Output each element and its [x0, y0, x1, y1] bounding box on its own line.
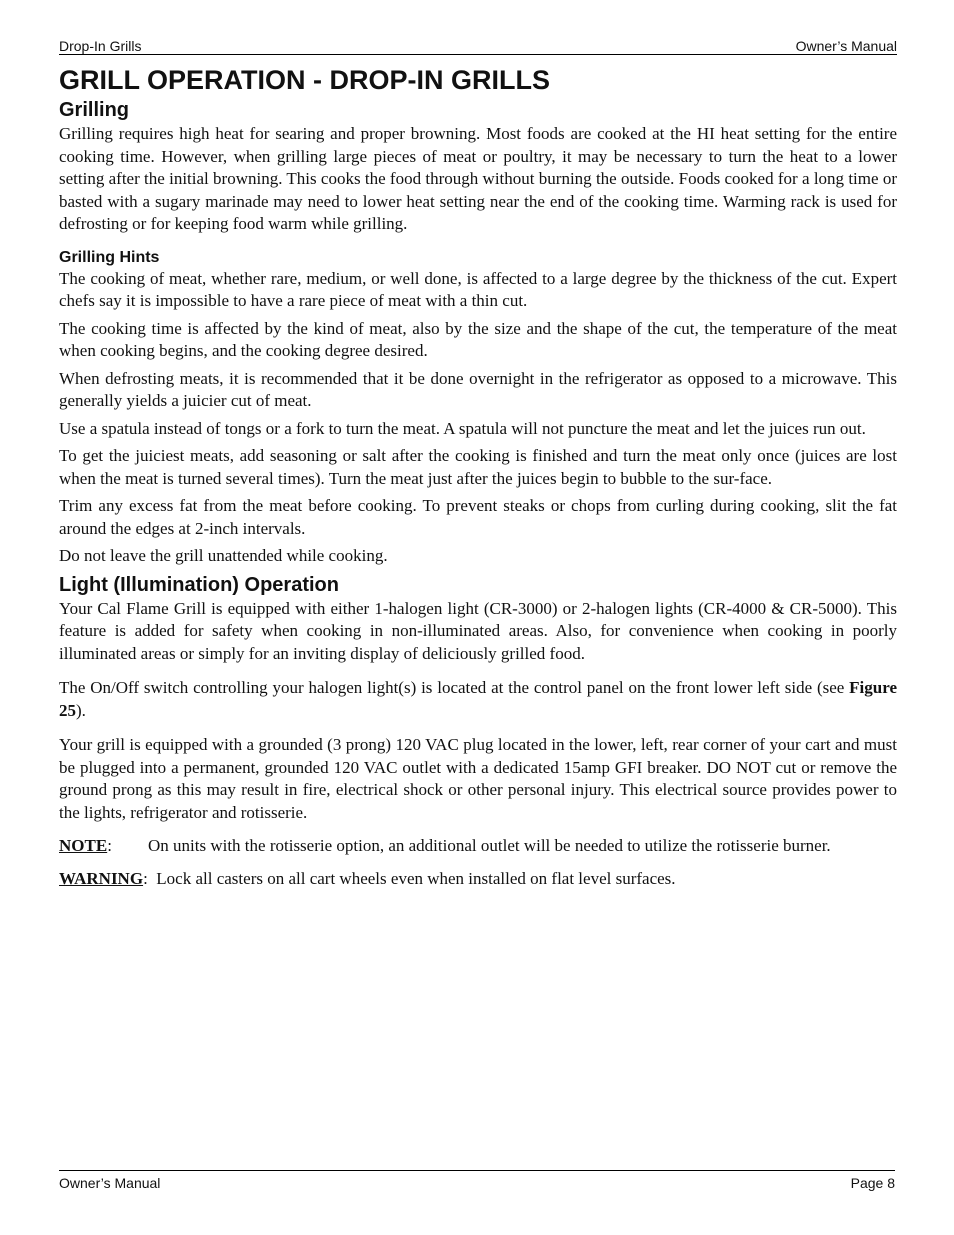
page-title: GRILL OPERATION - DROP-IN GRILLS [59, 65, 550, 95]
footer-left-text: Owner’s Manual [59, 1175, 161, 1191]
light-p2-end: ). [76, 700, 86, 720]
figure-reference: Figure 25 [59, 678, 897, 720]
light-p2-text: The On/Off switch controlling your halogen light(s) is located at the control panel on the front lower left side (see [59, 678, 850, 697]
grilling-heading: Grilling [59, 99, 129, 121]
page-header [59, 38, 897, 55]
hints-paragraph-6: Trim any excess fat from the meat before cooking. To prevent steaks or chops from curling during cooking, slit the fat around the edges at 2-inch intervals. [59, 496, 897, 538]
light-operation-heading: Light (Illumination) Operation [59, 573, 339, 596]
hints-paragraph-4: Use a spatula instead of tongs or a fork to turn the meat. A spatula will not puncture the meat and let the juices run out. [59, 418, 866, 438]
hints-paragraph-3: When defrosting meats, it is recommended that it be done overnight in the refrigerator as opposed to a microwave. This generally yields a juicier cut of meat. [59, 368, 897, 410]
hints-paragraph-7: Do not leave the grill unattended while cooking. [59, 546, 388, 565]
note-label: NOTE: [59, 836, 112, 855]
hints-paragraph-2: The cooking time is affected by the kind of meat, also by the size and the shape of the cut, the temperature of the meat when cooking begins, and the cooking degree desired. [59, 318, 897, 360]
hints-paragraph-5: To get the juiciest meats, add seasoning or salt after the cooking is finished and turn the meat only once (juices are lost when the meat is turned several times). Turn the meat just after the juices begin to bubble to the sur-face. [59, 446, 897, 488]
light-paragraph-3: Your grill is equipped with a grounded (3 prong) 120 VAC plug located in the lower, left, rear corner of your cart and must be plugged into a permanent, grounded 120 VAC outlet with a dedicated 15amp GFI breaker. DO NOT cut or remove the ground prong as this may result in fire, electrical shock or other personal injury. This electrical source provides power to the lights, refrigerator and rotisserie. [59, 735, 897, 822]
warning-label: WARNING: [59, 868, 157, 888]
note-text: On units with the rotisserie option, an additional outlet will be needed to utilize the rotisserie burner. [148, 836, 831, 855]
hints-paragraph-1: The cooking of meat, whether rare, medium, or well done, is affected to a large degree by the thickness of the cut. Expert chefs say it is impossible to have a rare piece of meat with a thin cut. [59, 268, 897, 310]
light-paragraph-2 [59, 677, 897, 722]
grilling-hints-heading: Grilling Hints [59, 248, 160, 266]
page-number: Page 8 [850, 1175, 895, 1191]
page-footer [59, 1170, 895, 1191]
grilling-paragraph: Grilling requires high heat for searing and proper browning. Most foods are cooked at the HI heat setting for the entire cooking time. However, when grilling large pieces of meat or poultry, it may be necessary to turn the heat to a lower setting after the initial browning. This cooks the food through without burning the outside. Foods cooked for a long time or basted with a sugary marinade may need to lower heat setting near the end of the cooking time. Warming rack is used for defrosting or for keeping food warm while grilling. [59, 124, 897, 233]
header-left-text: Drop-In Grills [59, 38, 142, 54]
page-content [59, 63, 897, 890]
warning-text: Lock all casters on all cart wheels even when installed on flat level surfaces. [156, 868, 676, 888]
warning-block [59, 868, 897, 891]
light-paragraph-1: Your Cal Flame Grill is equipped with either 1-halogen light (CR-3000) or 2-halogen lights (CR-4000 & CR-5000). This feature is added for safety when cooking in non-illuminated areas. Also, for convenience when cooking in poorly illuminated areas or simply for an inviting display of deliciously grilled food. [59, 598, 897, 663]
header-right-text: Owner’s Manual [795, 38, 897, 54]
note-block [59, 835, 897, 858]
